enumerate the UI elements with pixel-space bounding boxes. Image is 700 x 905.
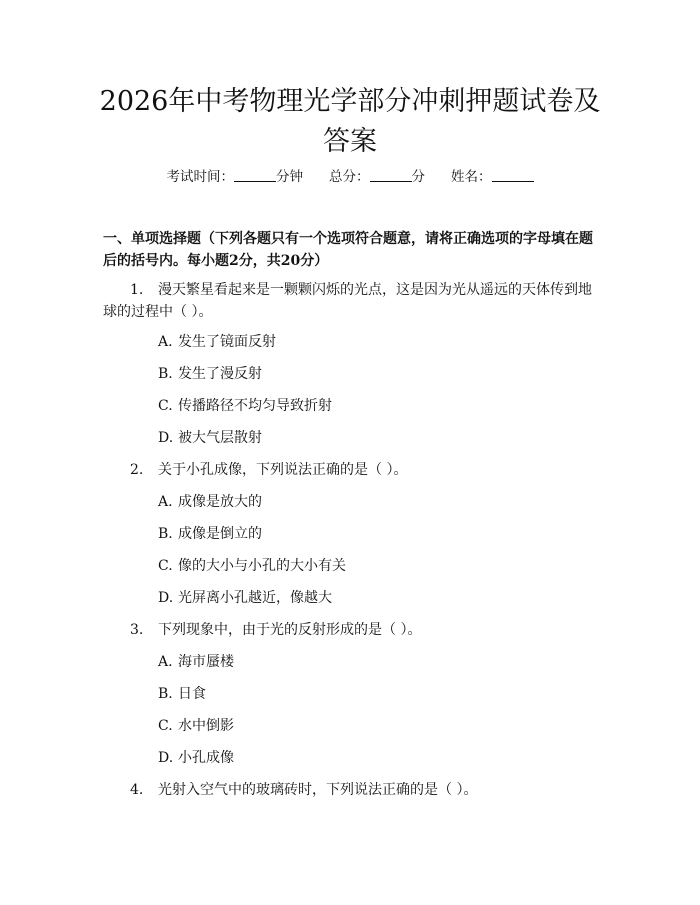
option-letter: B.	[158, 366, 173, 382]
option-text: 水中倒影	[178, 718, 234, 734]
question-1-option-c	[158, 395, 332, 417]
question-2	[103, 459, 598, 481]
option-text: 像的大小与小孔的大小有关	[178, 558, 346, 574]
question-2-option-a	[158, 491, 262, 513]
question-3-option-b	[158, 683, 206, 705]
score-unit: 分	[411, 169, 425, 185]
question-1	[103, 279, 598, 323]
question-4	[103, 779, 598, 801]
option-letter: C.	[158, 398, 173, 414]
question-number: 4.	[130, 782, 144, 798]
option-text: 成像是放大的	[178, 494, 262, 510]
option-letter: A.	[158, 654, 173, 670]
exam-meta	[0, 167, 700, 187]
time-unit: 分钟	[276, 169, 303, 185]
question-2-option-b	[158, 523, 262, 545]
option-text: 被大气层散射	[178, 430, 262, 446]
question-text: 漫天繁星看起来是一颗颗闪烁的光点，这是因为光从遥远的天体传到地球的过程中（ ）。	[103, 282, 592, 320]
option-letter: B.	[158, 526, 173, 542]
option-text: 小孔成像	[178, 750, 234, 766]
option-letter: C.	[158, 558, 173, 574]
option-text: 日食	[178, 686, 206, 702]
question-1-option-d	[158, 427, 262, 449]
option-letter: D.	[158, 430, 174, 446]
name-label: 姓名：	[451, 169, 492, 185]
option-letter: A.	[158, 494, 173, 510]
section-heading: 一、单项选择题（下列各题只有一个选项符合题意，请将正确选项的字母填在题后的括号内。每小题2分，共20分）	[103, 231, 593, 269]
question-1-option-a	[158, 331, 276, 353]
option-letter: D.	[158, 590, 174, 606]
option-text: 传播路径不均匀导致折射	[178, 398, 332, 414]
option-letter: B.	[158, 686, 173, 702]
question-number: 3.	[130, 622, 144, 638]
question-3-option-a	[158, 651, 234, 673]
page-title: 2026年中考物理光学部分冲刺押题试卷及答案	[99, 86, 601, 157]
option-text: 海市蜃楼	[178, 654, 234, 670]
option-text: 发生了镜面反射	[178, 334, 276, 350]
score-label: 总分：	[329, 169, 370, 185]
question-number: 2.	[130, 462, 144, 478]
question-3-option-c	[158, 715, 234, 737]
question-text: 关于小孔成像，下列说法正确的是（ ）。	[158, 462, 408, 478]
question-number: 1.	[130, 282, 144, 298]
name-blank	[492, 167, 534, 182]
time-label: 考试时间：	[166, 169, 234, 185]
option-letter: C.	[158, 718, 173, 734]
question-text: 光射入空气中的玻璃砖时，下列说法正确的是（ ）。	[158, 782, 478, 798]
question-text: 下列现象中，由于光的反射形成的是（ ）。	[158, 622, 422, 638]
question-1-option-b	[158, 363, 262, 385]
question-3	[103, 619, 598, 641]
time-blank	[234, 167, 276, 182]
option-text: 光屏离小孔越近，像越大	[178, 590, 332, 606]
score-blank	[370, 167, 412, 182]
option-letter: D.	[158, 750, 174, 766]
question-3-option-d	[158, 747, 234, 769]
question-2-option-d	[158, 587, 332, 609]
option-text: 发生了漫反射	[178, 366, 262, 382]
question-2-option-c	[158, 555, 346, 577]
option-letter: A.	[158, 334, 173, 350]
option-text: 成像是倒立的	[178, 526, 262, 542]
